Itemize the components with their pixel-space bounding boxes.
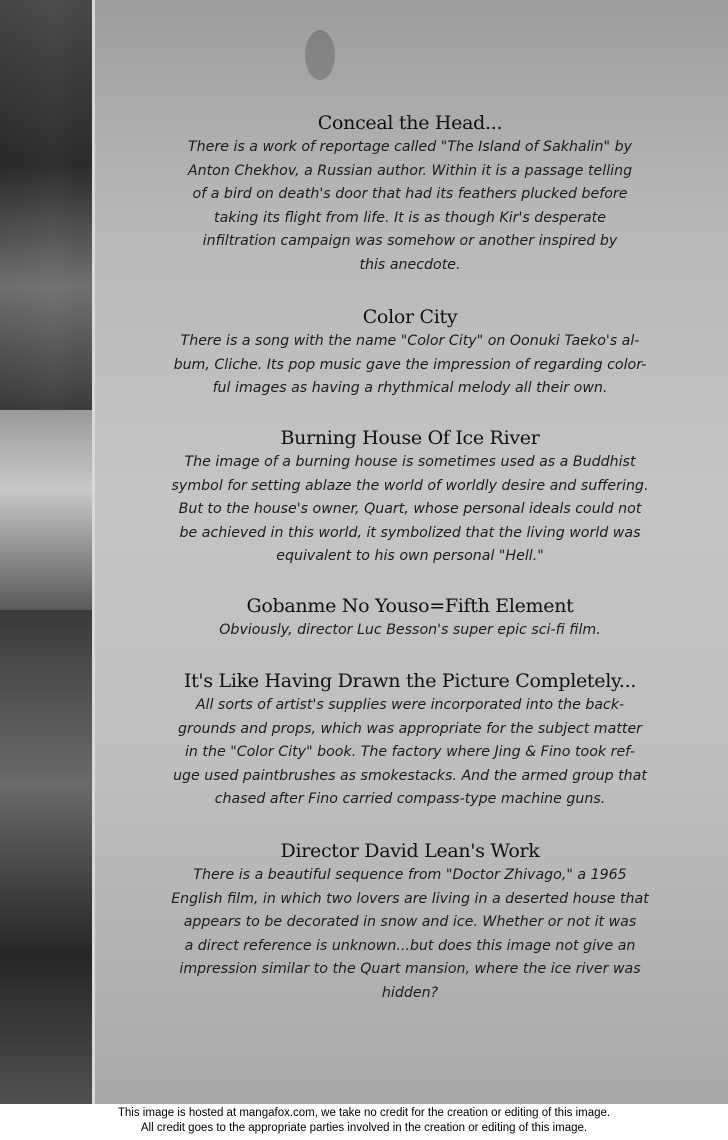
body-line: Obviously, director Luc Besson's super epic sci-fi film. — [219, 622, 601, 638]
artwork-panel-top — [0, 0, 100, 410]
left-artwork-strip — [0, 0, 100, 1104]
section-heading: Burning House Of Ice River — [280, 427, 540, 449]
body-line: this anecdote. — [359, 256, 461, 273]
credit-line-1: This image is hosted at mangafox.com, we take no credit for the creation or editing of this image. — [117, 1107, 611, 1119]
body-line: There is a work of reportage called "The Island of Sakhalin" by — [188, 139, 632, 155]
section-body — [120, 694, 700, 812]
body-line: infiltration campaign was somehow or another inspired by — [202, 233, 618, 249]
body-line: impression similar to the Quart mansion, where the ice river was — [179, 961, 641, 977]
section-heading: Gobanme No Youso=Fifth Element — [246, 595, 574, 617]
body-line: All sorts of artist's supplies were incorporated into the back- — [195, 697, 625, 713]
artwork-panel-bottom — [0, 610, 100, 1104]
body-line: bum, Cliche. Its pop music gave the impression of regarding color- — [173, 356, 647, 373]
body-line: taking its flight from life. It is as though Kir's desperate — [214, 209, 606, 226]
section-color-city — [120, 306, 700, 401]
body-line: English film, in which two lovers are living in a deserted house that — [171, 890, 649, 907]
body-line: Anton Chekhov, a Russian author. Within it is a passage telling — [187, 162, 633, 179]
body-line: chased after Fino carried compass-type machine guns. — [214, 791, 606, 807]
body-line: But to the house's owner, Quart, whose personal ideals could not — [178, 501, 642, 517]
body-line: hidden? — [381, 984, 439, 1001]
body-line: a direct reference is unknown...but does this image not give an — [184, 937, 636, 954]
body-line: be achieved in this world, it symbolized that the living world was — [179, 524, 641, 541]
body-line: grounds and props, which was appropriate for the subject matter — [177, 720, 643, 737]
section-body — [120, 451, 700, 569]
hosting-credit — [0, 1104, 728, 1140]
body-line: equivalent to his own personal "Hell." — [276, 548, 544, 564]
section-drawn-the-picture — [120, 670, 700, 812]
section-heading: Director David Lean's Work — [280, 840, 540, 862]
section-heading: It's Like Having Drawn the Picture Completely... — [183, 670, 637, 692]
body-line: There is a beautiful sequence from "Doctor Zhivago," a 1965 — [193, 867, 627, 883]
artwork-panel-middle — [0, 410, 100, 610]
paper-stain — [305, 30, 335, 80]
credit-line-2: All credit goes to the appropriate parties involved in the creation or editing of this image. — [140, 1122, 588, 1134]
body-line: in the "Color City" book. The factory where Jing & Fino took ref- — [184, 744, 636, 760]
section-body — [120, 330, 700, 401]
section-david-lean — [120, 840, 700, 1005]
section-heading: Conceal the Head... — [317, 112, 503, 134]
body-line: The image of a burning house is sometimes used as a Buddhist — [184, 454, 636, 470]
section-heading: Color City — [362, 306, 458, 328]
section-body — [120, 619, 700, 643]
section-body — [120, 864, 700, 1005]
body-line: ful images as having a rhythmical melody all their own. — [212, 380, 608, 396]
body-line: symbol for setting ablaze the world of worldly desire and suffering. — [171, 477, 649, 494]
body-line: There is a song with the name "Color City" on Oonuki Taeko's al- — [180, 333, 640, 349]
section-fifth-element — [120, 595, 700, 643]
body-line: appears to be decorated in snow and ice. Whether or not it was — [183, 914, 637, 930]
body-line: uge used paintbrushes as smokestacks. And the armed group that — [173, 767, 647, 784]
section-body — [120, 136, 700, 277]
body-line: of a bird on death's door that had its feathers plucked before — [192, 186, 628, 202]
section-burning-house — [120, 427, 700, 569]
section-conceal-the-head — [120, 112, 700, 277]
